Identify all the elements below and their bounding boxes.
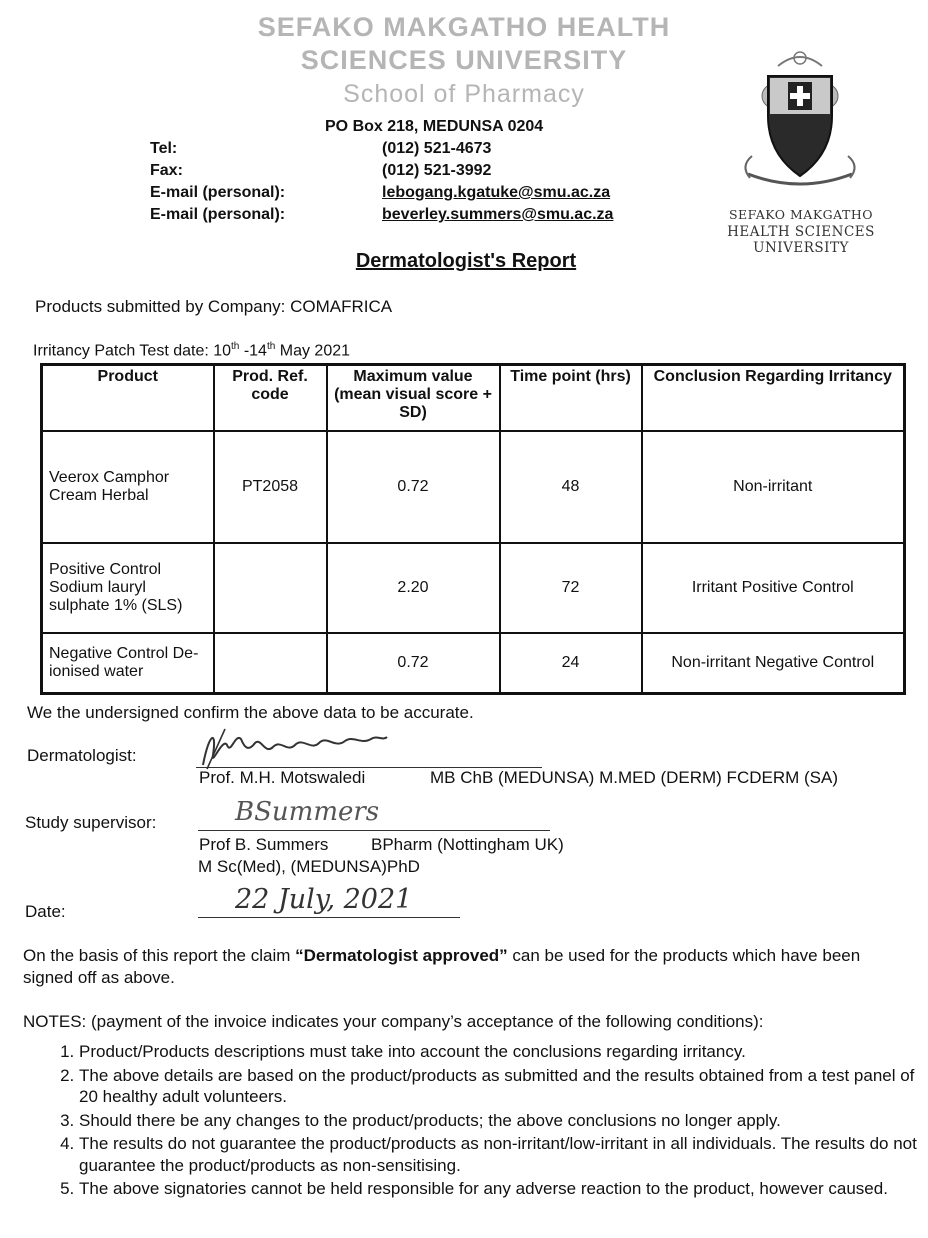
date-line [198, 917, 460, 918]
test-date [33, 341, 350, 360]
test-date-sup1: th [231, 341, 240, 352]
email2-label: E-mail (personal): [150, 206, 286, 223]
cell-time: 24 [500, 633, 642, 693]
supervisor-signature: BSummers [235, 797, 380, 827]
date-label: Date: [25, 902, 66, 921]
cell-ref [214, 633, 327, 693]
cell-conclusion: Non-irritant Negative Control [642, 633, 905, 693]
cell-time: 48 [500, 431, 642, 543]
claim-suffix: can be used for the products which have been signed off as above. [23, 946, 861, 987]
test-date-prefix: Irritancy Patch Test date: 10 [33, 342, 232, 360]
email1-link[interactable]: lebogang.kgatuke@smu.ac.za [382, 184, 611, 201]
test-date-sup2: th [266, 341, 276, 352]
list-item: 3. Should there be any changes to the product/products; the above conclusions no longer apply. [79, 1110, 928, 1132]
table-row [42, 431, 905, 543]
school-name: School of Pharmacy [343, 80, 585, 108]
claim-prefix: On the basis of this report the claim [23, 946, 296, 965]
table-row [42, 633, 905, 693]
notes-intro: NOTES: (payment of the invoice indicates your company’s acceptance of the following conditions): [23, 1012, 764, 1031]
fax-label: Fax: [150, 162, 183, 179]
tel-value: (012) 521-4673 [382, 140, 492, 157]
fax-value: (012) 521-3992 [382, 162, 492, 179]
tel-label: Tel: [150, 140, 178, 157]
cell-conclusion: Non-irritant [642, 431, 905, 543]
supervisor-quals2: M Sc(Med), (MEDUNSA)PhD [198, 857, 420, 876]
dermatologist-name: Prof. M.H. Motswaledi [199, 768, 366, 787]
cell-ref [214, 543, 327, 633]
list-item: 4. The results do not guarantee the product/products as non-irritant/low-irritant in all individuals. The results do not guarantee the product/products as non-sensitising. [79, 1133, 928, 1176]
supervisor-quals1: BPharm (Nottingham UK) [371, 835, 564, 854]
report-title: Dermatologist's Report [355, 250, 577, 272]
list-item: 1. Product/Products descriptions must take into account the conclusions regarding irritancy. [79, 1041, 928, 1063]
email1-label: E-mail (personal): [150, 184, 286, 201]
cell-max: 0.72 [327, 431, 500, 543]
cell-product: Positive Control Sodium lauryl sulphate 1% (SLS) [42, 543, 214, 633]
table-row [42, 543, 905, 633]
dermatologist-signature-icon [195, 725, 395, 773]
results-table [40, 363, 906, 695]
supervisor-signature-line [198, 830, 550, 831]
test-date-suffix: May 2021 [275, 342, 351, 360]
company-line: Products submitted by Company: COMAFRICA [35, 297, 393, 316]
dermatologist-label: Dermatologist: [27, 746, 137, 765]
cell-max: 2.20 [327, 543, 500, 633]
header-ref-code: Prod. Ref. code [214, 365, 327, 432]
university-name-line1: SEFAKO MAKGATHO HEALTH [257, 12, 671, 42]
claim-bold: “Dermatologist approved” [295, 946, 508, 965]
notes-list [28, 1041, 928, 1202]
logo-text-line2: HEALTH SCIENCES UNIVERSITY [727, 224, 875, 256]
header-max-value: Maximum value (mean visual score + SD) [327, 365, 500, 432]
po-box: PO Box 218, MEDUNSA 0204 [325, 118, 544, 135]
cell-product: Veerox Camphor Cream Herbal [42, 431, 214, 543]
date-handwritten: 22 July, 2021 [235, 884, 413, 915]
list-item: 5. The above signatories cannot be held responsible for any adverse reaction to the product, however caused. [79, 1178, 928, 1200]
cell-time: 72 [500, 543, 642, 633]
cell-ref: PT2058 [214, 431, 327, 543]
table-header-row [42, 365, 905, 432]
header-product: Product [42, 365, 214, 432]
dermatologist-quals: MB ChB (MEDUNSA) M.MED (DERM) FCDERM (SA) [430, 768, 838, 787]
university-name-line2: SCIENCES UNIVERSITY [300, 45, 628, 75]
supervisor-label: Study supervisor: [25, 813, 157, 832]
supervisor-name: Prof B. Summers [199, 835, 329, 854]
cell-conclusion: Irritant Positive Control [642, 543, 905, 633]
confirm-statement: We the undersigned confirm the above data to be accurate. [27, 703, 474, 722]
test-date-mid: -14 [239, 342, 267, 360]
logo-text-line1: SEFAKO MAKGATHO [728, 207, 873, 222]
cell-product: Negative Control De-ionised water [42, 633, 214, 693]
claim-paragraph [23, 945, 903, 989]
cell-max: 0.72 [327, 633, 500, 693]
header-conclusion: Conclusion Regarding Irritancy [642, 365, 905, 432]
email2-link[interactable]: beverley.summers@smu.ac.za [382, 206, 614, 223]
header-time-point: Time point (hrs) [500, 365, 642, 432]
list-item: 2. The above details are based on the product/products as submitted and the results obtained from a test panel of 20 healthy adult volunteers. [79, 1065, 928, 1108]
university-crest-icon [730, 36, 870, 196]
